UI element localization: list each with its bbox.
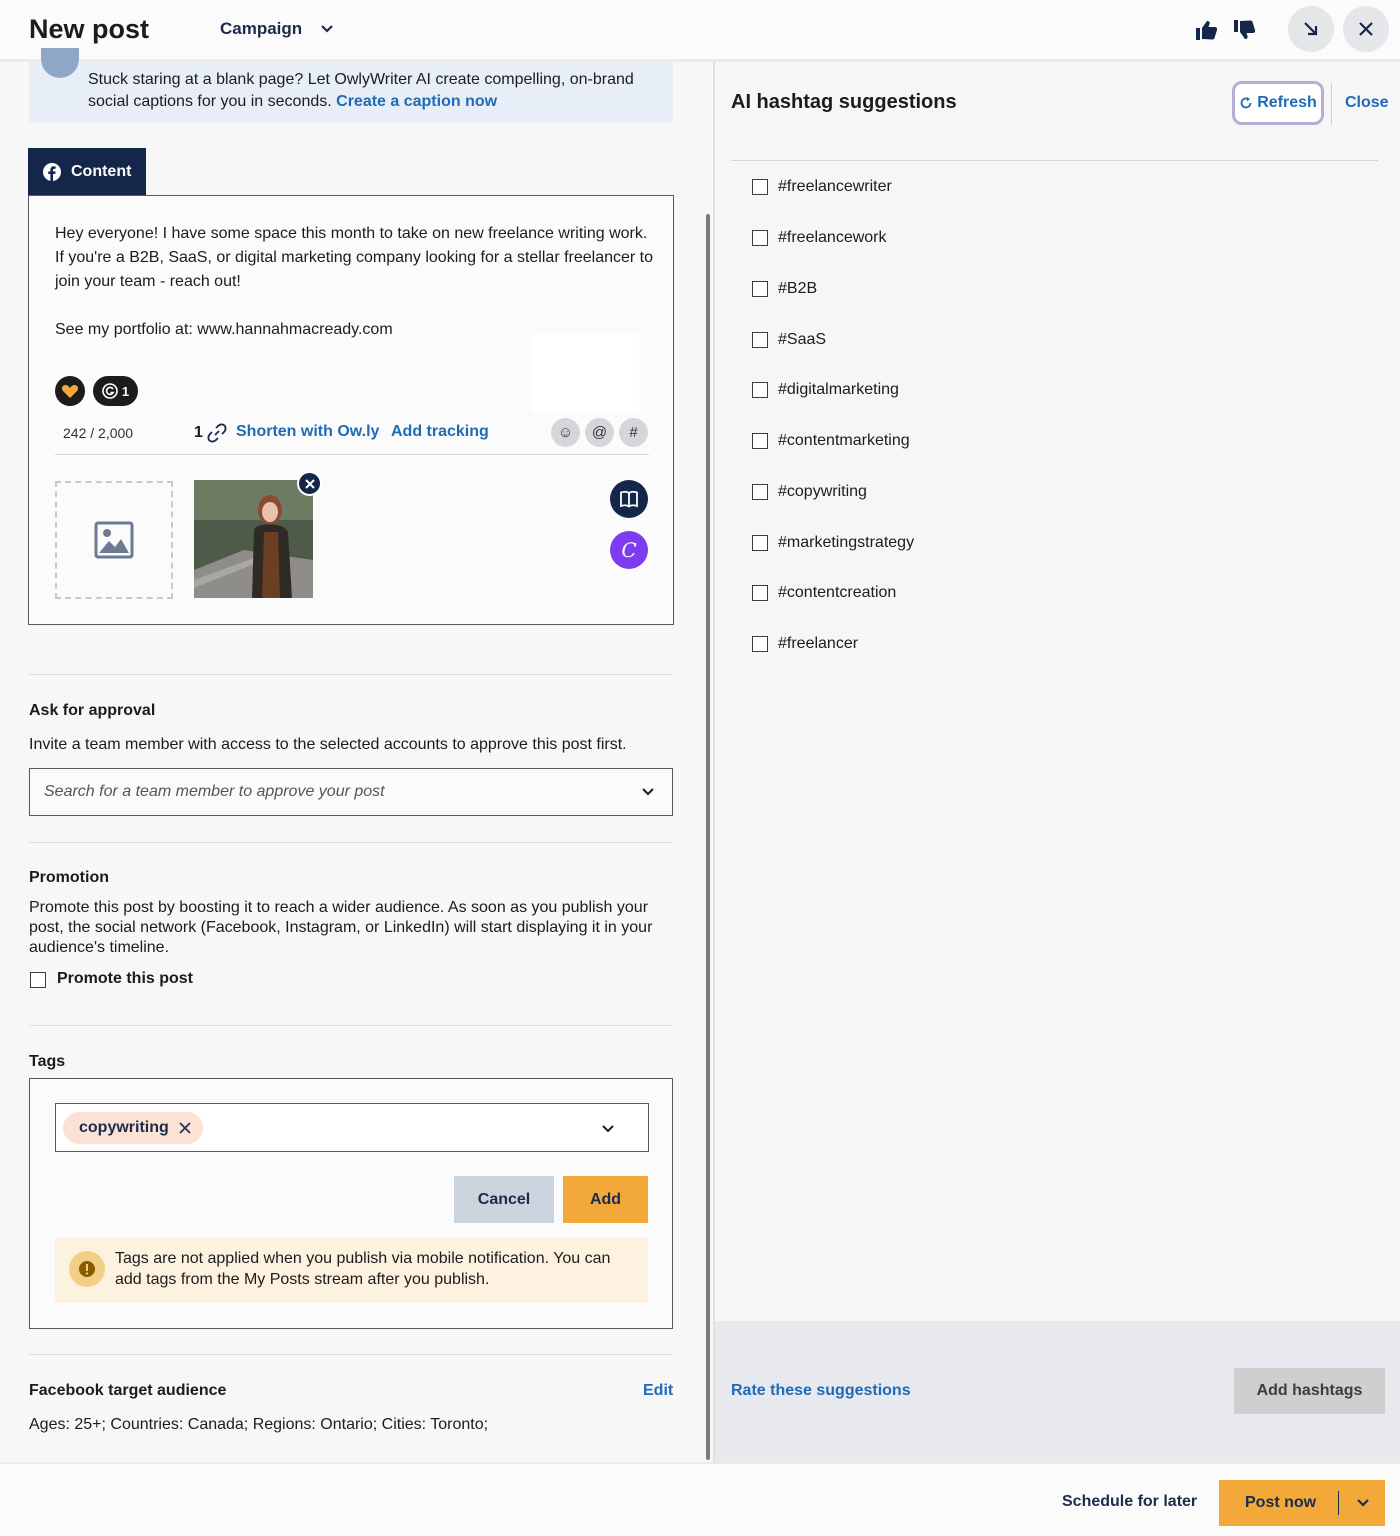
rate-suggestions-link[interactable]: Rate these suggestions bbox=[731, 1382, 911, 1399]
tags-notice bbox=[55, 1237, 648, 1303]
mention-button[interactable] bbox=[585, 418, 614, 447]
emoji-button[interactable] bbox=[551, 418, 580, 447]
edit-audience-link[interactable]: Edit bbox=[643, 1382, 674, 1399]
hashtag-label: #contentmarketing bbox=[778, 432, 910, 449]
chevron-down-icon[interactable] bbox=[601, 1124, 615, 1134]
refresh-icon bbox=[1239, 96, 1253, 110]
campaign-label: Campaign bbox=[220, 19, 303, 38]
page-title: New post bbox=[29, 14, 150, 44]
cancel-button[interactable]: Cancel bbox=[454, 1176, 554, 1223]
post-now-button[interactable] bbox=[1219, 1480, 1385, 1526]
hashtag-panel-footer bbox=[715, 1321, 1400, 1462]
hashtag-option[interactable] bbox=[752, 634, 858, 654]
hashtag-checkbox[interactable] bbox=[752, 484, 768, 500]
owlywriter-banner bbox=[29, 62, 673, 123]
hashtag-option[interactable] bbox=[752, 228, 887, 248]
link-icon bbox=[207, 423, 227, 443]
approval-description: Invite a team member with access to the selected accounts to approve this post first. bbox=[29, 736, 627, 753]
book-icon bbox=[619, 490, 639, 508]
post-options-dropdown[interactable] bbox=[1349, 1491, 1377, 1515]
section-divider bbox=[29, 842, 673, 843]
hashtag-checkbox[interactable] bbox=[752, 433, 768, 449]
tags-input[interactable] bbox=[55, 1103, 649, 1152]
character-count: 242 / 2,000 bbox=[63, 425, 134, 441]
hashtag-label: #copywriting bbox=[778, 483, 867, 500]
add-tracking-button[interactable]: Add tracking bbox=[391, 423, 489, 440]
hashtag-option[interactable] bbox=[752, 583, 896, 603]
hashtag-option[interactable] bbox=[752, 380, 899, 400]
hashtag-button[interactable] bbox=[619, 418, 648, 447]
add-media-dropzone[interactable] bbox=[55, 481, 173, 599]
owl-avatar-icon bbox=[41, 48, 79, 78]
hashtag-checkbox[interactable] bbox=[752, 382, 768, 398]
link-count bbox=[194, 423, 227, 443]
arrow-down-right-icon bbox=[1301, 19, 1321, 39]
hashtag-label: #contentcreation bbox=[778, 584, 897, 601]
image-icon bbox=[94, 521, 134, 559]
hashtag-checkbox[interactable] bbox=[752, 179, 768, 195]
grammarly-badge[interactable] bbox=[93, 376, 138, 406]
hashtag-panel bbox=[715, 65, 1400, 1462]
hashtag-option[interactable] bbox=[752, 330, 826, 350]
chevron-down-icon bbox=[641, 787, 655, 797]
close-icon bbox=[1357, 20, 1375, 38]
add-hashtags-button[interactable]: Add hashtags bbox=[1234, 1368, 1385, 1414]
hashtag-checkbox[interactable] bbox=[752, 230, 768, 246]
canva-icon: C bbox=[621, 538, 637, 562]
refresh-label: Refresh bbox=[1257, 94, 1317, 111]
bottom-action-bar bbox=[0, 1462, 1400, 1536]
hashtag-label: #freelancework bbox=[778, 229, 887, 246]
approval-title: Ask for approval bbox=[29, 702, 156, 719]
hashtag-option[interactable] bbox=[752, 177, 892, 197]
section-divider bbox=[29, 674, 673, 675]
hashtag-panel-title: AI hashtag suggestions bbox=[731, 91, 957, 113]
heart-icon bbox=[61, 383, 79, 399]
approver-select[interactable] bbox=[29, 768, 673, 816]
scrollbar[interactable] bbox=[706, 214, 710, 1460]
chevron-down-icon bbox=[320, 24, 334, 34]
emoji-icon: ☺ bbox=[557, 424, 574, 441]
banner-text: Stuck staring at a blank page? Let OwlyWriter AI create compelling, on-brand social captions for you in seconds. bbox=[88, 71, 634, 110]
media-library-button[interactable] bbox=[610, 480, 648, 518]
hashtag-label: #digitalmarketing bbox=[778, 381, 899, 398]
hashtag-label: #freelancer bbox=[778, 635, 859, 652]
minimize-button[interactable] bbox=[1288, 6, 1334, 52]
facebook-icon bbox=[43, 163, 61, 181]
grammarly-count: 1 bbox=[121, 383, 130, 399]
editor-overlay bbox=[531, 334, 639, 412]
grammarly-icon bbox=[102, 383, 118, 399]
hashtag-option[interactable] bbox=[752, 533, 914, 553]
tab-content[interactable] bbox=[28, 148, 146, 195]
at-icon: @ bbox=[591, 424, 608, 441]
thumbs-up-icon[interactable] bbox=[1190, 14, 1222, 46]
hashtag-checkbox[interactable] bbox=[752, 281, 768, 297]
shorten-link-button[interactable]: Shorten with Ow.ly bbox=[236, 423, 380, 440]
hashtag-option[interactable] bbox=[752, 482, 867, 502]
tag-chip bbox=[63, 1112, 203, 1144]
post-now-label: Post now bbox=[1245, 1494, 1317, 1511]
schedule-later-button[interactable]: Schedule for later bbox=[1062, 1493, 1198, 1510]
post-text-editor[interactable]: Hey everyone! I have some space this month to take on new freelance writing work. If you're a B2B, SaaS, or digital marketing company looking for a stellar freelancer to join your team - reach out! See my portfolio at: www.hannahmacready.com bbox=[55, 225, 654, 338]
ai-assist-badge[interactable] bbox=[55, 376, 85, 406]
remove-tag-icon[interactable] bbox=[179, 1122, 191, 1134]
hashtag-checkbox[interactable] bbox=[752, 535, 768, 551]
warning-icon bbox=[69, 1251, 105, 1287]
header-separator bbox=[1331, 83, 1332, 125]
post-composer bbox=[28, 195, 674, 625]
add-tag-button[interactable]: Add bbox=[563, 1176, 648, 1223]
panel-divider bbox=[731, 160, 1378, 161]
close-icon bbox=[304, 478, 316, 490]
promote-label[interactable]: Promote this post bbox=[57, 970, 194, 987]
attached-photo[interactable] bbox=[194, 480, 313, 598]
section-divider bbox=[29, 1025, 673, 1026]
remove-photo-button[interactable] bbox=[297, 471, 322, 496]
tags-title: Tags bbox=[29, 1053, 66, 1070]
link-count-value: 1 bbox=[194, 424, 203, 441]
create-caption-link[interactable]: Create a caption now bbox=[336, 93, 498, 110]
close-window-button[interactable] bbox=[1343, 6, 1389, 52]
promotion-title: Promotion bbox=[29, 869, 109, 886]
close-panel-link[interactable]: Close bbox=[1345, 94, 1389, 111]
promotion-description: Promote this post by boosting it to reach a wider audience. As soon as you publish your post, the social network (Facebook, Instagram, or LinkedIn) will start displaying it in your audience's timeline. bbox=[29, 899, 653, 956]
hashtag-option[interactable] bbox=[752, 279, 817, 299]
canva-button[interactable] bbox=[610, 531, 648, 569]
tags-notice-text: Tags are not applied when you publish via mobile notification. You can add tags from the My Posts stream after you publish. bbox=[115, 1250, 611, 1288]
chevron-down-icon bbox=[1356, 1498, 1370, 1508]
approver-placeholder: Search for a team member to approve your post bbox=[44, 783, 385, 800]
section-divider bbox=[29, 1354, 673, 1355]
tab-content-label: Content bbox=[71, 162, 132, 180]
hashtag-checkbox[interactable] bbox=[752, 636, 768, 652]
promote-checkbox[interactable] bbox=[30, 972, 46, 988]
campaign-dropdown[interactable] bbox=[220, 19, 334, 39]
hashtag-label: #SaaS bbox=[778, 331, 827, 348]
audience-title: Facebook target audience bbox=[29, 1382, 227, 1399]
hashtag-label: #freelancewriter bbox=[778, 178, 892, 195]
post-now-separator bbox=[1338, 1491, 1339, 1515]
banner-message bbox=[88, 69, 658, 113]
hashtag-checkbox[interactable] bbox=[752, 585, 768, 601]
hashtag-option[interactable] bbox=[752, 431, 910, 451]
refresh-button[interactable] bbox=[1232, 81, 1324, 125]
hashtag-label: #marketingstrategy bbox=[778, 534, 915, 551]
tags-panel bbox=[29, 1078, 673, 1329]
audience-summary: Ages: 25+; Countries: Canada; Regions: Ontario; Cities: Toronto; bbox=[29, 1416, 489, 1433]
hashtag-icon: # bbox=[629, 424, 638, 441]
hashtag-label: #B2B bbox=[778, 280, 818, 297]
header-bar bbox=[0, 0, 1400, 62]
thumbs-down-icon[interactable] bbox=[1228, 14, 1260, 46]
tag-chip-label: copywriting bbox=[79, 1119, 169, 1136]
composer-divider bbox=[55, 454, 649, 455]
hashtag-checkbox[interactable] bbox=[752, 332, 768, 348]
